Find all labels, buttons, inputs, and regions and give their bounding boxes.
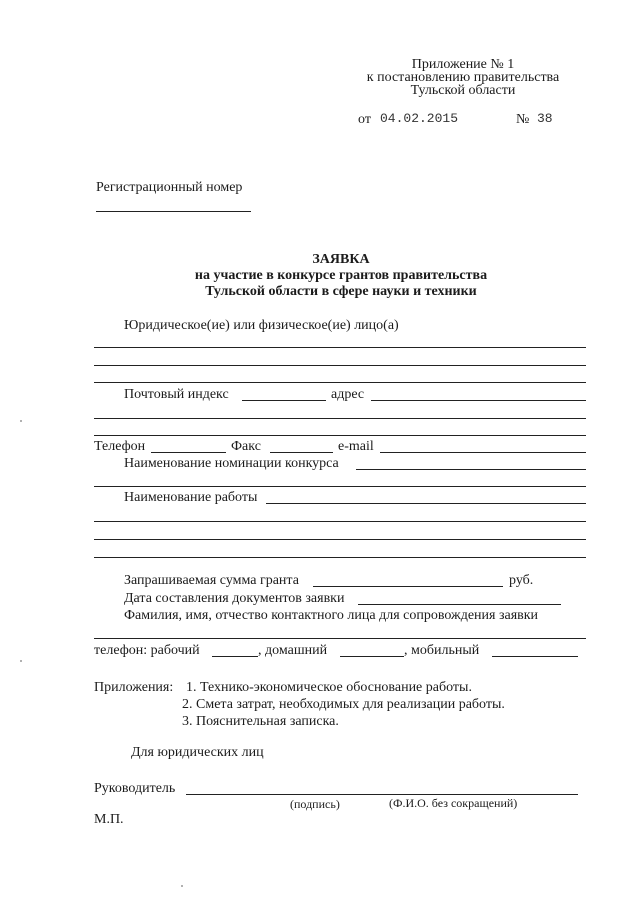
address-label: адрес xyxy=(331,387,365,402)
work-title-line-3 xyxy=(94,539,586,540)
attachments-label: Приложения: xyxy=(94,680,174,695)
header-line-2: к постановлению правительства xyxy=(366,70,560,85)
attachment-item: 2. Смета затрат, необходимых для реализации работы. xyxy=(182,697,505,712)
email-label: e-mail xyxy=(338,439,374,454)
doc-date-label: Дата составления документов заявки xyxy=(124,591,345,606)
work-title-line xyxy=(266,503,586,504)
signature-line xyxy=(186,794,578,795)
registration-label: Регистрационный номер xyxy=(96,180,243,195)
currency-label: руб. xyxy=(509,573,534,588)
legal-entities-label: Для юридических лиц xyxy=(131,745,264,760)
fax-label: Факс xyxy=(231,439,261,454)
address-line xyxy=(371,400,586,401)
nomination-line xyxy=(356,469,586,470)
nomination-label: Наименование номинации конкурса xyxy=(124,456,339,471)
applicant-label: Юридическое(ие) или физическое(ие) лицо(а) xyxy=(124,318,399,333)
scan-speck xyxy=(181,885,183,887)
applicant-line-1 xyxy=(94,347,586,348)
decree-date: 04.02.2015 xyxy=(380,111,459,126)
grant-amount-line xyxy=(313,586,503,587)
phone-mobile-line xyxy=(492,656,578,657)
scan-speck xyxy=(20,660,22,662)
form-subtitle-1: на участие в конкурсе грантов правительства xyxy=(194,268,488,283)
phone-label: Телефон xyxy=(94,439,146,454)
postal-index-line xyxy=(242,400,326,401)
applicant-line-2 xyxy=(94,365,586,366)
date-prefix: от xyxy=(358,112,371,127)
work-title-label: Наименование работы xyxy=(124,490,258,505)
nomination-line-2 xyxy=(94,486,586,487)
signature-caption: (подпись) xyxy=(290,797,340,811)
phone-work-label: телефон: рабочий xyxy=(94,643,200,658)
stamp-label: М.П. xyxy=(94,812,124,827)
email-line xyxy=(380,452,586,453)
header-line-1: Приложение № 1 xyxy=(411,57,515,72)
name-caption: (Ф.И.О. без сокращений) xyxy=(389,796,518,810)
phone-work-line xyxy=(212,656,258,657)
fax-line xyxy=(270,452,333,453)
address-line-2 xyxy=(94,418,586,419)
phone-home-line xyxy=(340,656,404,657)
contact-person-label: Фамилия, имя, отчество контактного лица для сопровождения заявки xyxy=(124,608,539,623)
attachment-item: 1. Технико-экономическое обоснование работы. xyxy=(186,680,472,695)
number-prefix: № xyxy=(516,112,530,127)
grant-amount-label: Запрашиваемая сумма гранта xyxy=(124,573,299,588)
form-title: ЗАЯВКА xyxy=(312,252,370,267)
phone-mobile-label: , мобильный xyxy=(404,643,480,658)
attachment-item: 3. Пояснительная записка. xyxy=(182,714,339,729)
work-title-line-2 xyxy=(94,521,586,522)
scan-speck xyxy=(20,420,22,422)
address-line-3 xyxy=(94,435,586,436)
applicant-line-3 xyxy=(94,382,586,383)
form-subtitle-2: Тульской области в сфере науки и техники xyxy=(205,284,477,299)
registration-line xyxy=(96,211,251,212)
contact-person-line xyxy=(94,638,586,639)
work-title-line-4 xyxy=(94,557,586,558)
doc-date-line xyxy=(358,604,561,605)
phone-line xyxy=(151,452,226,453)
head-label: Руководитель xyxy=(94,781,176,796)
header-line-3: Тульской области xyxy=(410,83,516,98)
decree-number: 38 xyxy=(537,111,553,126)
phone-home-label: , домашний xyxy=(258,643,328,658)
postal-index-label: Почтовый индекс xyxy=(124,387,229,402)
